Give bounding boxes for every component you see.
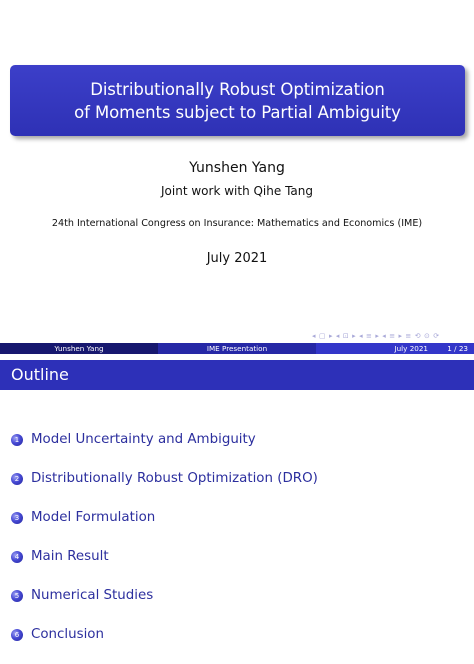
outline-item-label: Model Uncertainty and Ambiguity — [31, 432, 256, 447]
outline-item[interactable] — [11, 586, 318, 625]
outline-item-label: Conclusion — [31, 627, 104, 642]
outline-item-label: Main Result — [31, 549, 109, 564]
number-ball-icon: 1 — [11, 434, 23, 446]
outline-item[interactable] — [11, 430, 318, 469]
outline-item-label: Model Formulation — [31, 510, 156, 525]
outline-item[interactable] — [11, 547, 318, 586]
number-ball-icon: 3 — [11, 512, 23, 524]
frame-title-bar — [0, 360, 474, 390]
footer-date: July 2021 — [394, 344, 428, 353]
title-line-1: Distributionally Robust Optimization — [90, 79, 385, 99]
outline-item-label: Numerical Studies — [31, 588, 154, 603]
number-ball-icon: 5 — [11, 590, 23, 602]
title-line-2: of Moments subject to Partial Ambiguity — [74, 102, 401, 122]
beamer-navigation-icons[interactable]: ◂ ▢ ▸ ◂ ⊡ ▸ ◂ ≡ ▸ ◂ ≡ ▸ ≡ ⟲ ⊙ ⟳ — [312, 332, 440, 340]
footer-page-number: 1 / 23 — [447, 344, 468, 353]
footer-bar — [0, 343, 474, 354]
outline-item[interactable] — [11, 469, 318, 508]
outline-item[interactable] — [11, 625, 318, 664]
footer-author: Yunshen Yang — [0, 343, 158, 354]
footer-right — [316, 343, 474, 354]
outline-list — [11, 430, 318, 664]
number-ball-icon: 2 — [11, 473, 23, 485]
title-box — [10, 65, 465, 136]
number-ball-icon: 4 — [11, 551, 23, 563]
presentation-date: July 2021 — [206, 251, 268, 266]
author-name: Yunshen Yang — [189, 160, 285, 176]
congress-name: 24th International Congress on Insurance: Mathematics and Economics (IME) — [51, 218, 423, 229]
footer-title: IME Presentation — [158, 343, 316, 354]
joint-work: Joint work with Qihe Tang — [161, 184, 313, 198]
frame-title: Outline — [11, 365, 69, 384]
outline-item[interactable] — [11, 508, 318, 547]
outline-item-label: Distributionally Robust Optimization (DRO) — [31, 471, 318, 486]
number-ball-icon: 6 — [11, 629, 23, 641]
